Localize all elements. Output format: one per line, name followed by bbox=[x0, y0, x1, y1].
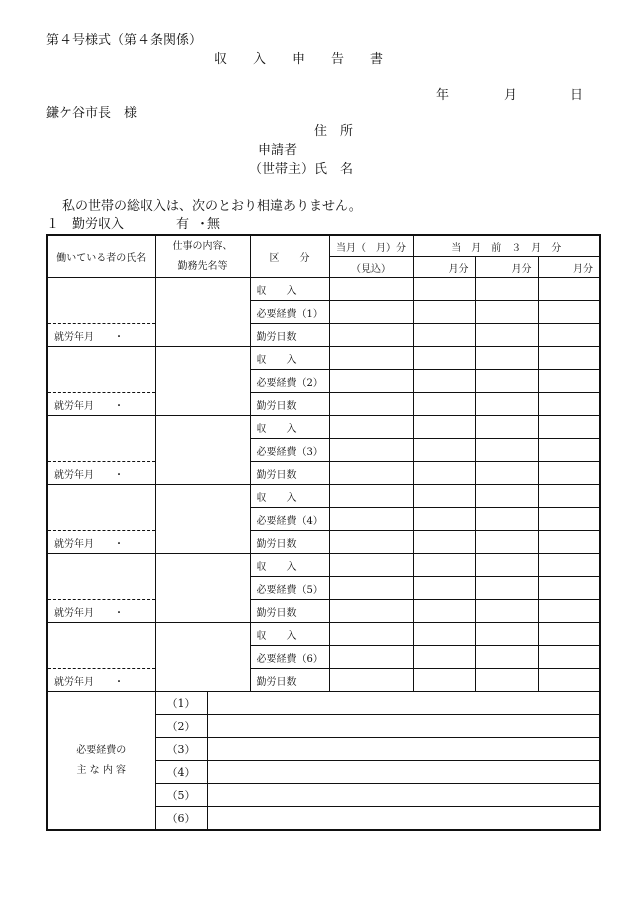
table-row bbox=[47, 554, 600, 577]
row-label-expense: 必要経費（5） bbox=[250, 577, 329, 600]
worker-name-cell[interactable] bbox=[47, 347, 155, 393]
value-cell[interactable] bbox=[329, 439, 413, 462]
expense-number: （4） bbox=[155, 761, 207, 784]
table-row bbox=[47, 531, 600, 554]
worker-name-cell[interactable] bbox=[47, 278, 155, 324]
value-cell[interactable] bbox=[475, 646, 538, 669]
value-cell[interactable] bbox=[413, 462, 475, 485]
row-label-income: 収 入 bbox=[250, 278, 329, 301]
value-cell[interactable] bbox=[475, 508, 538, 531]
header-job-line2: 勤務先名等 bbox=[177, 260, 228, 272]
value-cell[interactable] bbox=[475, 485, 538, 508]
header-estimate: （見込） bbox=[329, 257, 413, 278]
header-month-col: 月分 bbox=[475, 257, 538, 278]
value-cell[interactable] bbox=[329, 485, 413, 508]
value-cell[interactable] bbox=[538, 301, 600, 324]
value-cell[interactable] bbox=[475, 393, 538, 416]
declaration-text: 私の世帯の総収入は、次のとおり相違ありません。 bbox=[62, 199, 362, 214]
value-cell[interactable] bbox=[413, 600, 475, 623]
value-cell[interactable] bbox=[475, 416, 538, 439]
value-cell[interactable] bbox=[538, 439, 600, 462]
expense-detail-row bbox=[47, 692, 600, 715]
date-day-label: 日 bbox=[570, 88, 584, 103]
value-cell[interactable] bbox=[413, 577, 475, 600]
value-cell[interactable] bbox=[329, 646, 413, 669]
worker-name-cell[interactable] bbox=[47, 554, 155, 600]
job-cell[interactable] bbox=[155, 416, 250, 485]
header-job bbox=[155, 235, 250, 278]
expense-number: （5） bbox=[155, 784, 207, 807]
header-current-month: 当月（ 月）分 bbox=[329, 235, 413, 257]
value-cell[interactable] bbox=[329, 462, 413, 485]
value-cell[interactable] bbox=[329, 370, 413, 393]
table-row bbox=[47, 416, 600, 439]
value-cell[interactable] bbox=[413, 416, 475, 439]
expense-number: （6） bbox=[155, 807, 207, 831]
value-cell[interactable] bbox=[475, 462, 538, 485]
table-header-row bbox=[47, 235, 600, 257]
value-cell[interactable] bbox=[538, 462, 600, 485]
expense-description-field[interactable] bbox=[207, 692, 600, 715]
table-row bbox=[47, 600, 600, 623]
value-cell[interactable] bbox=[413, 623, 475, 646]
value-cell[interactable] bbox=[413, 278, 475, 301]
row-label-days: 勤労日数 bbox=[250, 600, 329, 623]
work-date-label[interactable]: 就労年月 ・ bbox=[47, 531, 155, 554]
row-label-income: 収 入 bbox=[250, 416, 329, 439]
row-label-days: 勤労日数 bbox=[250, 669, 329, 692]
value-cell[interactable] bbox=[413, 393, 475, 416]
householder-name-label: （世帯主）氏 名 bbox=[249, 162, 354, 177]
value-cell[interactable] bbox=[538, 370, 600, 393]
work-date-label[interactable]: 就労年月 ・ bbox=[47, 669, 155, 692]
row-label-expense: 必要経費（3） bbox=[250, 439, 329, 462]
value-cell[interactable] bbox=[475, 669, 538, 692]
value-cell[interactable] bbox=[329, 508, 413, 531]
value-cell[interactable] bbox=[538, 508, 600, 531]
value-cell[interactable] bbox=[538, 324, 600, 347]
value-cell[interactable] bbox=[475, 324, 538, 347]
form-number: 第４号様式（第４条関係） bbox=[46, 33, 203, 48]
value-cell[interactable] bbox=[475, 554, 538, 577]
value-cell[interactable] bbox=[475, 278, 538, 301]
header-category: 区 分 bbox=[250, 235, 329, 278]
value-cell[interactable] bbox=[475, 370, 538, 393]
value-cell[interactable] bbox=[413, 370, 475, 393]
value-cell[interactable] bbox=[413, 554, 475, 577]
value-cell[interactable] bbox=[538, 600, 600, 623]
work-date-label[interactable]: 就労年月 ・ bbox=[47, 600, 155, 623]
row-label-income: 収 入 bbox=[250, 554, 329, 577]
value-cell[interactable] bbox=[475, 531, 538, 554]
value-cell[interactable] bbox=[538, 393, 600, 416]
table-row bbox=[47, 623, 600, 646]
work-date-label[interactable]: 就労年月 ・ bbox=[47, 462, 155, 485]
expense-description-field[interactable] bbox=[207, 761, 600, 784]
work-date-label[interactable]: 就労年月 ・ bbox=[47, 324, 155, 347]
row-label-expense: 必要経費（2） bbox=[250, 370, 329, 393]
table-row bbox=[47, 462, 600, 485]
value-cell[interactable] bbox=[329, 531, 413, 554]
value-cell[interactable] bbox=[538, 669, 600, 692]
row-label-income: 収 入 bbox=[250, 485, 329, 508]
expense-number: （2） bbox=[155, 715, 207, 738]
value-cell[interactable] bbox=[538, 416, 600, 439]
job-cell[interactable] bbox=[155, 554, 250, 623]
header-month-col: 月分 bbox=[538, 257, 600, 278]
row-label-days: 勤労日数 bbox=[250, 462, 329, 485]
header-worker-name: 働いている者の氏名 bbox=[47, 235, 155, 278]
work-date-label[interactable]: 就労年月 ・ bbox=[47, 393, 155, 416]
row-label-expense: 必要経費（6） bbox=[250, 646, 329, 669]
expense-description-field[interactable] bbox=[207, 784, 600, 807]
expense-description-field[interactable] bbox=[207, 738, 600, 761]
job-cell[interactable] bbox=[155, 623, 250, 692]
option-yes[interactable]: 有 bbox=[176, 217, 190, 232]
table-row bbox=[47, 347, 600, 370]
value-cell[interactable] bbox=[329, 416, 413, 439]
row-label-days: 勤労日数 bbox=[250, 531, 329, 554]
row-label-expense: 必要経費（1） bbox=[250, 301, 329, 324]
header-month-col: 月分 bbox=[413, 257, 475, 278]
value-cell[interactable] bbox=[538, 554, 600, 577]
value-cell[interactable] bbox=[538, 623, 600, 646]
table-row bbox=[47, 669, 600, 692]
value-cell[interactable] bbox=[329, 393, 413, 416]
value-cell[interactable] bbox=[475, 600, 538, 623]
value-cell[interactable] bbox=[329, 278, 413, 301]
row-label-income: 収 入 bbox=[250, 347, 329, 370]
value-cell[interactable] bbox=[538, 485, 600, 508]
value-cell[interactable] bbox=[413, 347, 475, 370]
value-cell[interactable] bbox=[538, 278, 600, 301]
page-title: 収 入 申 告 書 bbox=[214, 52, 384, 67]
expense-detail-label-line2: 主 な 内 容 bbox=[76, 764, 127, 776]
value-cell[interactable] bbox=[329, 347, 413, 370]
date-month-label: 月 bbox=[504, 88, 518, 103]
value-cell[interactable] bbox=[413, 646, 475, 669]
expense-number: （3） bbox=[155, 738, 207, 761]
job-cell[interactable] bbox=[155, 278, 250, 347]
value-cell[interactable] bbox=[538, 347, 600, 370]
header-job-line1: 仕事の内容、 bbox=[172, 240, 233, 252]
income-table bbox=[46, 234, 601, 831]
value-cell[interactable] bbox=[413, 485, 475, 508]
value-cell[interactable] bbox=[413, 531, 475, 554]
section-label: １ 勤労収入 bbox=[46, 217, 125, 232]
table-row bbox=[47, 393, 600, 416]
expense-detail-label-line1: 必要経費の bbox=[76, 744, 127, 756]
value-cell[interactable] bbox=[413, 301, 475, 324]
value-cell[interactable] bbox=[475, 347, 538, 370]
value-cell[interactable] bbox=[538, 646, 600, 669]
expense-description-field[interactable] bbox=[207, 715, 600, 738]
worker-name-cell[interactable] bbox=[47, 485, 155, 531]
value-cell[interactable] bbox=[413, 669, 475, 692]
value-cell[interactable] bbox=[538, 577, 600, 600]
row-label-days: 勤労日数 bbox=[250, 393, 329, 416]
value-cell[interactable] bbox=[329, 623, 413, 646]
value-cell[interactable] bbox=[475, 623, 538, 646]
option-separator: ・ bbox=[196, 217, 210, 232]
table-row bbox=[47, 324, 600, 347]
worker-name-cell[interactable] bbox=[47, 416, 155, 462]
value-cell[interactable] bbox=[329, 301, 413, 324]
addressee: 鎌ケ谷市長 様 bbox=[46, 106, 138, 121]
job-cell[interactable] bbox=[155, 485, 250, 554]
option-no[interactable]: 無 bbox=[207, 217, 221, 232]
worker-name-cell[interactable] bbox=[47, 623, 155, 669]
expense-detail-label bbox=[47, 692, 155, 831]
value-cell[interactable] bbox=[475, 577, 538, 600]
value-cell[interactable] bbox=[413, 324, 475, 347]
value-cell[interactable] bbox=[329, 669, 413, 692]
table-row bbox=[47, 278, 600, 301]
value-cell[interactable] bbox=[475, 439, 538, 462]
value-cell[interactable] bbox=[329, 600, 413, 623]
expense-number: （1） bbox=[155, 692, 207, 715]
value-cell[interactable] bbox=[329, 554, 413, 577]
row-label-income: 収 入 bbox=[250, 623, 329, 646]
header-prev-months: 当 月 前 ３ 月 分 bbox=[413, 235, 600, 257]
value-cell[interactable] bbox=[475, 301, 538, 324]
job-cell[interactable] bbox=[155, 347, 250, 416]
value-cell[interactable] bbox=[538, 531, 600, 554]
expense-description-field[interactable] bbox=[207, 807, 600, 831]
value-cell[interactable] bbox=[413, 439, 475, 462]
date-year-label: 年 bbox=[436, 88, 450, 103]
row-label-days: 勤労日数 bbox=[250, 324, 329, 347]
value-cell[interactable] bbox=[329, 577, 413, 600]
applicant-label: 申請者 bbox=[258, 143, 298, 158]
row-label-expense: 必要経費（4） bbox=[250, 508, 329, 531]
value-cell[interactable] bbox=[329, 324, 413, 347]
address-label: 住 所 bbox=[314, 124, 354, 139]
table-row bbox=[47, 485, 600, 508]
value-cell[interactable] bbox=[413, 508, 475, 531]
